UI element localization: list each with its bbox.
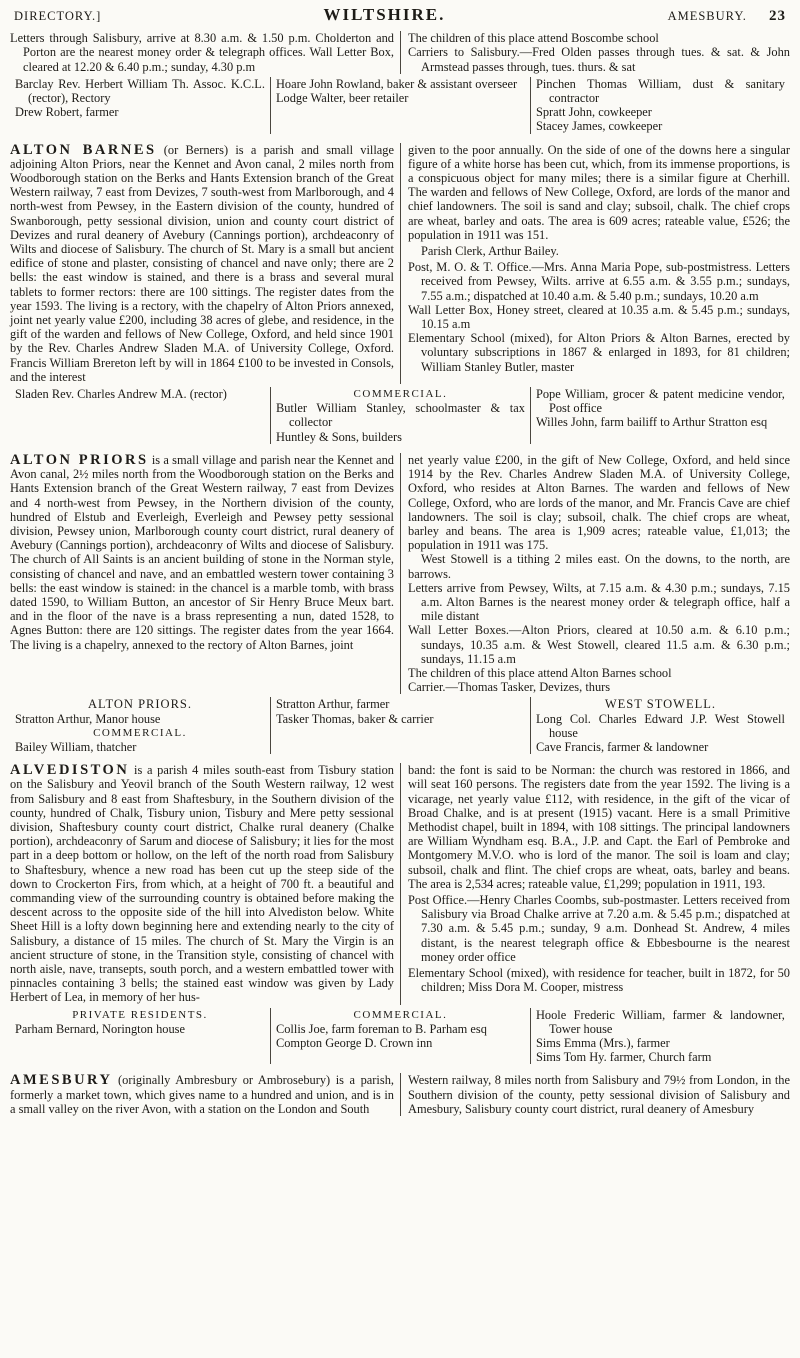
carriers-entry: Carriers to Salisbury.—Fred Olden passes through tues. & sat. & John Armstead passes through, tues. thurs. & sat	[408, 45, 790, 74]
section-alton-barnes	[10, 143, 790, 444]
list-item: Drew Robert, farmer	[15, 105, 119, 120]
list-item: Long Col. Charles Edward J.P. West Stowell house	[535, 711, 785, 740]
amesbury-intro-paragraph	[10, 1073, 394, 1116]
alton-barnes-title: ALTON BARNES	[10, 141, 157, 158]
list-item: Collis Joe, farm foreman to B. Parham esq	[275, 1021, 487, 1036]
alton-barnes-listing	[10, 387, 790, 444]
alton-priors-left-column	[10, 453, 400, 694]
commercial-heading: COMMERCIAL.	[93, 726, 187, 739]
listing-column-1	[10, 1008, 270, 1065]
list-item: Pinchen Thomas William, dust & sanitary contractor	[535, 76, 785, 106]
list-item: Sims Emma (Mrs.), farmer	[535, 1036, 670, 1051]
listing-column-3	[530, 697, 790, 754]
alton-priors-listing-heading: ALTON PRIORS.	[87, 697, 192, 712]
header-county-title: WILTSHIRE.	[323, 5, 446, 24]
alton-barnes-right-column	[400, 143, 790, 384]
list-item: Bailey William, thatcher	[15, 739, 137, 754]
alton-barnes-post-office-entry: Post, M. O. & T. Office.—Mrs. Anna Maria Pope, sub-postmistress. Letters received from Pewsey, Wilts. arrive at 6.55 a.m. & 3.55 p.m.; sundays, 7.55 a.m.; dispatched at 10.40 a.m. & 5.40 p.m.; sundays, 10.20 a.m	[408, 260, 790, 303]
alvediston-right-column	[400, 763, 790, 1004]
alton-barnes-parish-clerk: Parish Clerk, Arthur Bailey.	[421, 244, 559, 259]
alvediston-intro-text: is a parish 4 miles south-east from Tisbury station on the Salisbury and Yeovil branch of the South Western railway, 12 west from Salisbury and 8 east from Shaftesbury, in the Southern division of the county, hundred of Chalk, Tisbury union, Tisbury and Mere petty sessional division, Shaftesbury county court district, Chalke rural deanery (Chalke portion), archdeaconry of Sarum and diocese of Salisbury; it lies for the most part in a deep bottom or hollow, on the left of the north road from Salisbury to Shaftesbury, whence a new road has been cut up the steep side of the down to Crockerton Firs, from which, at a height of 700 ft. a beautiful and commanding view of the surrounding country is obtained before making the descent across to the opposite side of the hill into Alvediston below. White Sheet Hill is a lofty down beginning here and extending nearly to the city of Salisbury, a distance of 15 miles. The church of St. Mary the Virgin is an ancient structure of stone, in the Transition style, consisting of chancel with north aisle, nave, transepts, south porch, and a western embattled tower with pinnacles containing 3 bells; the stained east window was given by Lady Herbert of Lea, in memory of her hus-	[10, 763, 394, 1005]
listing-column-3	[530, 77, 790, 134]
amesbury-right-column	[400, 1073, 790, 1116]
alton-priors-carrier-entry: Carrier.—Thomas Tasker, Devizes, thurs	[408, 680, 611, 695]
list-item: Hoole Frederic William, farmer & landowner, Tower house	[535, 1007, 785, 1036]
amesbury-intro-text: (originally Ambresbury or Ambrosebury) is a parish, formerly a market town, which gives name to a hundred and union, and is in a small valley on the river Avon, with a station on the London and South	[10, 1073, 394, 1116]
amesbury-text-columns	[10, 1073, 790, 1116]
list-item: Butler William Stanley, schoolmaster & tax collector	[275, 401, 525, 430]
list-item: Huntley & Sons, builders	[275, 429, 402, 444]
amesbury-title: AMESBURY	[10, 1072, 113, 1089]
list-item: Hoare John Rowland, baker & assistant overseer	[275, 76, 518, 91]
list-item: Stratton Arthur, Manor house	[15, 711, 161, 726]
list-item: Pope William, grocer & patent medicine vendor, Post office	[535, 387, 785, 416]
section-alvediston	[10, 763, 790, 1064]
alton-barnes-intro-text: (or Berners) is a parish and small village adjoining Alton Priors, near the Kennet and Avon canal, 2 miles north from Woodborough station on the Berks and Hants Extension branch of the Great Western railway, 7 east from Devizes, 7 south-west from Marlborough, and 4 north-west from Pewsey, in the Eastern division of the county, hundred of Swanborough, petty sessional division, union and county court district of Devizes and rural deanery of Avebury (Cannings portion), archdeaconry of Wilts and diocese of Salisbury. The church of St. Mary is a small but ancient edifice of stone and plaster, consisting of chancel and nave only; there are 2 bells: the east window is stained, and there is a brass and several mural tablets to former rectors: there are 100 sittings. The register dates from the year 1593. The living is a rectory, with the chapelry of Alton Priors annexed, joint net yearly value £200, including 38 acres of glebe, and residence, in the gift of the warden and fellows of New College, Oxford, and held since 1901 by the Rev. Charles Andrew Sladen M.A. of University College, Oxford. Francis William Brereton left by will in 1864 £100 to be invested in Consols, and the interest	[10, 142, 395, 384]
list-item: Stacey James, cowkeeper	[535, 119, 663, 134]
alton-barnes-intro-paragraph	[10, 143, 394, 384]
amesbury-left-column	[10, 1073, 400, 1116]
listing-column-1	[10, 77, 270, 134]
list-item: Sims Tom Hy. farmer, Church farm	[535, 1050, 712, 1065]
listing-column-2	[270, 697, 530, 754]
alton-barnes-continued-text: given to the poor annually. On the side of one of the downs here a singular figure of a white horse has been cut, which, from its immense proportions, is a conspicuous object for many miles; there is a similar figure at Cherhill. The warden and fellows of New College, Oxford, are lords of the manor and chief landowners. The soil is sand and clay; subsoil, chalk. The chief crops are wheat, barley and oats. The area is 609 acres; rateable value, £526; the population in 1911 was 151.	[408, 142, 790, 242]
alton-priors-right-column	[400, 453, 790, 694]
list-item: Willes John, farm bailiff to Arthur Stratton esq	[535, 415, 768, 430]
west-stowell-paragraph: West Stowell is a tithing 2 miles east. On the downs, to the north, are barrows.	[408, 552, 790, 581]
alvediston-school-entry: Elementary School (mixed), with residence for teacher, built in 1872, for 50 children; Miss Dora M. Cooper, mistress	[408, 966, 790, 995]
alvediston-post-office-entry: Post Office.—Henry Charles Coombs, sub-postmaster. Letters received from Salisbury via Broad Chalke arrive at 7.20 a.m. & 5.45 p.m.; dispatched at 7.30 a.m. & 5.45 p.m.; sunday, 9 a.m. Donhead St. Andrew, 4 miles distant, is the nearest telegraph office & Ebbesbourne is the nearest money order office	[408, 892, 790, 964]
alton-barnes-school-entry: Elementary School (mixed), for Alton Priors & Alton Barnes, erected by voluntary subscriptions in 1867 & enlarged in 1893, for 81 children; William Stanley Butler, master	[408, 331, 790, 374]
header-directory-label: DIRECTORY.]	[14, 9, 102, 23]
alton-barnes-wall-letter-box-entry: Wall Letter Box, Honey street, cleared at 10.35 a.m. & 5.45 p.m.; sundays, 10.15 a.m	[408, 302, 790, 332]
section-continuation	[10, 31, 790, 133]
list-item: Parham Bernard, Norington house	[15, 1021, 185, 1036]
alton-priors-listing	[10, 697, 790, 754]
continuation-right-column	[400, 31, 790, 74]
header-place-and-page	[668, 9, 786, 23]
list-item: Compton George D. Crown inn	[275, 1036, 433, 1051]
list-item: Tasker Thomas, baker & carrier	[275, 711, 434, 726]
listing-column-1	[10, 387, 270, 444]
listing-column-2	[270, 1008, 530, 1065]
alvediston-continued-text: band: the font is said to be Norman: the church was restored in 1866, and will seat 160 persons. The registers date from the year 1592. The living is a vicarage, net yearly value £112, with residence, in the gift of the vicar of Broad Chalke, and is at present (1915) vacant. Here is a small Primitive Methodist chapel, built in 1894, with 108 sittings. The principal landowners are William Wyndham esq. B.A., J.P. and Capt. the Earl of Pembroke and Montgomery M.V.O. who is lord of the manor. The soil is loam and clay; subsoil, chalk and flint. The chief crops are wheat, oats, barley and beans. The area is 2,534 acres; rateable value, £1,299; population in 1911, 193.	[408, 763, 790, 891]
alton-barnes-left-column	[10, 143, 400, 384]
continuation-text-columns	[10, 31, 790, 74]
list-item: Barclay Rev. Herbert William Th. Assoc. K.C.L. (rector), Rectory	[15, 76, 265, 106]
alton-priors-children-entry: The children of this place attend Alton Barnes school	[408, 665, 672, 680]
listing-column-2	[270, 77, 530, 134]
list-item: Spratt John, cowkeeper	[535, 105, 652, 120]
alton-priors-continued-text: net yearly value £200, in the gift of New College, Oxford, and held since 1914 by the Rev. Charles Andrew Sladen M.A. of University College, Oxford, who resides at Alton Barnes. The warden and fellows of New College, Oxford, who are lords of the manor, and Mr. Francis Cave are chief landowners. The soil is clay; subsoil, chalk. The chief crops are wheat, barley and beans. The area is 1,909 acres; rateable value, £1,013; the population in 1911 was 175.	[408, 452, 790, 553]
listing-column-3	[530, 387, 790, 444]
section-amesbury	[10, 1073, 790, 1116]
header-place-label: AMESBURY.	[667, 9, 747, 23]
list-item: Stratton Arthur, farmer	[275, 697, 390, 712]
alton-priors-intro-paragraph	[10, 453, 394, 652]
page-header	[10, 6, 790, 29]
continuation-listing	[10, 77, 790, 134]
letters-entry: Letters through Salisbury, arrive at 8.30 a.m. & 1.50 p.m. Cholderton and Porton are the nearest money order & telegraph offices. Wall Letter Box, cleared at 12.20 & 6.40 p.m.; sunday, 4.30 p.m	[10, 31, 394, 74]
page-number: 23	[769, 8, 786, 24]
list-item: Cave Francis, farmer & landowner	[535, 739, 709, 754]
alvediston-listing	[10, 1008, 790, 1065]
listing-column-2	[270, 387, 530, 444]
continuation-left-column	[10, 31, 400, 74]
commercial-heading: COMMERCIAL.	[353, 388, 448, 401]
list-item: Sladen Rev. Charles Andrew M.A. (rector)	[15, 387, 227, 402]
listing-column-3	[530, 1008, 790, 1065]
list-item: Lodge Walter, beer retailer	[275, 91, 409, 106]
alton-priors-wall-letter-boxes-entry: Wall Letter Boxes.—Alton Priors, cleared at 10.50 a.m. & 6.10 p.m.; sundays, 10.35 a.m. & West Stowell, cleared 11.5 a.m. & 6.30 p.m.; sundays, 11.15 a.m	[408, 623, 790, 666]
section-alton-priors	[10, 453, 790, 754]
alton-priors-intro-text: is a small village and parish near the Kennet and Avon canal, 2½ miles north from the Woodborough station on the Berks and Hants Extension branch of the Great Western railway, 7 east from Devizes and 4 north-west from Pewsey, in the Northern division of the county, hundred of Elstub and Everleigh, Everleigh and Pewsey petty sessional division, Pewsey union, Marlborough county court district, rural deanery of Avebury (Cannings portion), archdeaconry of Wilts and diocese of Salisbury. The church of All Saints is an ancient building of stone in the Norman style, consisting of chancel and nave, and an embattled western tower containing 3 bells: the east window is stained: in the chancel is a marble tomb, with brass dated 1590, to William Button, an ancestor of Sir Henry Bruce Meux bart. and in the floor of the nave is a brass representing a nun, dated 1528, to Agnes Button: there are 120 sittings. The register dates from the year 1664. The living is a chapelry, annexed to the rectory of Alton Barnes, joint	[10, 452, 394, 652]
alvediston-intro-paragraph	[10, 763, 394, 1004]
commercial-heading: COMMERCIAL.	[353, 1008, 448, 1021]
children-entry: The children of this place attend Boscombe school	[408, 31, 659, 46]
alton-barnes-text-columns	[10, 143, 790, 384]
west-stowell-listing-heading: WEST STOWELL.	[604, 697, 716, 712]
alvediston-title: ALVEDISTON	[10, 762, 130, 779]
alton-priors-title: ALTON PRIORS	[10, 451, 149, 468]
alvediston-text-columns	[10, 763, 790, 1004]
alton-priors-letters-entry: Letters arrive from Pewsey, Wilts, at 7.15 a.m. & 4.30 p.m.; sundays, 7.15 a.m. Alton Barnes is the nearest money order & telegraph office, half a mile distant	[408, 580, 790, 624]
alton-priors-text-columns	[10, 453, 790, 694]
listing-column-1	[10, 697, 270, 754]
alvediston-left-column	[10, 763, 400, 1004]
amesbury-continued-text: Western railway, 8 miles north from Salisbury and 79½ from London, in the Southern division of the county, petty sessional division of Salisbury and Amesbury, Salisbury county court district, rural deanery of Amesbury	[408, 1073, 790, 1116]
private-residents-heading: PRIVATE RESIDENTS.	[72, 1008, 208, 1021]
